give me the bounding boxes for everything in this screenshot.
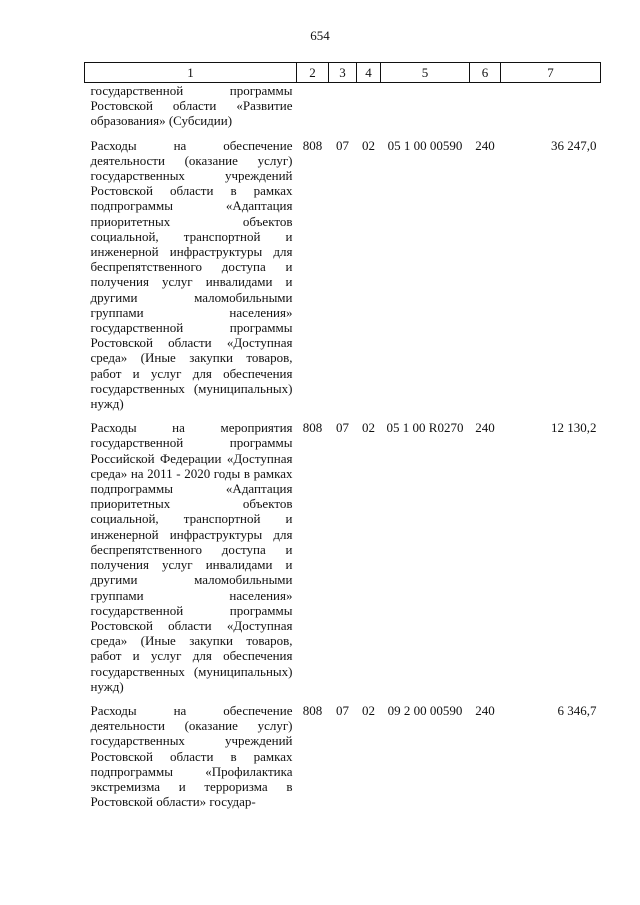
row-spacer: [85, 411, 601, 420]
row-expense-type: 240: [475, 702, 495, 718]
row-expense-type: [470, 83, 501, 129]
table-row: [85, 420, 601, 694]
column-header: 4: [357, 63, 381, 83]
row-target-article: 05 1 00 00590: [387, 137, 463, 153]
row-spacer: [85, 129, 601, 138]
row-code-subsection: 02: [362, 137, 375, 153]
row-description: Расходы на обеспечение деятельности (оказание услуг) государственных учреждений Ростовской области в рамках подпрограммы «Адаптация приоритетных объектов социальной, транспортной и инженерной инфраструктуры для беспрепятственного доступа и получения услуг инвалидами и другими маломобильными группами населения» государственной программы Ростовской области «Доступная среда» (Иные закупки товаров, работ и услуг для обеспечения государственных (муниципальных) нужд): [90, 137, 293, 412]
row-description: Расходы на мероприятия государственной программы Российской Федерации «Доступная среда» на 2011 - 2020 годы в рамках подпрограммы «Адаптация приоритетных объектов социальной, транспортной и инженерной инфраструктуры для беспрепятственного доступа и получения услуг инвалидами и другими маломобильными группами населения» государственной программы Ростовской области «Доступная среда» (Иные закупки товаров, работ и услуг для обеспечения государственных (муниципальных) нужд): [90, 420, 293, 694]
column-header: 1: [85, 63, 297, 83]
table-header-row: [85, 63, 601, 83]
row-target-article: [381, 83, 470, 129]
budget-table: [84, 62, 601, 809]
row-description: государственной программы Ростовской области «Развитие образования» (Субсидии): [90, 83, 293, 129]
column-header: 2: [297, 63, 329, 83]
row-code-ministry: [297, 83, 329, 129]
table-row: [85, 138, 601, 412]
row-code-subsection: 02: [362, 420, 375, 436]
row-amount: 36 247,0: [551, 137, 597, 153]
row-expense-type: 240: [475, 420, 495, 436]
column-header: 5: [381, 63, 470, 83]
row-expense-type: 240: [475, 137, 495, 153]
table-row: [85, 83, 601, 129]
table-row: [85, 703, 601, 809]
row-amount: 12 130,2: [551, 420, 597, 436]
page-number: 654: [310, 28, 330, 43]
column-header: 7: [501, 63, 601, 83]
row-target-article: 09 2 00 00590: [387, 702, 463, 718]
row-code-ministry: 808: [302, 702, 323, 718]
row-code-subsection: [357, 83, 381, 129]
column-header: 6: [470, 63, 501, 83]
row-code-ministry: 808: [302, 420, 323, 436]
row-spacer: [85, 694, 601, 703]
row-code-subsection: 02: [362, 702, 375, 718]
row-target-article: 05 1 00 R0270: [386, 420, 464, 436]
column-header: 3: [329, 63, 357, 83]
row-amount: [501, 83, 601, 129]
row-code-section: 07: [336, 420, 349, 436]
row-code-ministry: 808: [302, 137, 323, 153]
row-code-section: 07: [336, 137, 349, 153]
row-code-section: 07: [336, 702, 349, 718]
row-description: Расходы на обеспечение деятельности (оказание услуг) государственных учреждений Ростовской области в рамках подпрограммы «Профилактика экстремизма и терроризма в Ростовской области» государ-: [90, 702, 293, 810]
row-amount: 6 346,7: [557, 702, 597, 718]
row-code-section: [329, 83, 357, 129]
